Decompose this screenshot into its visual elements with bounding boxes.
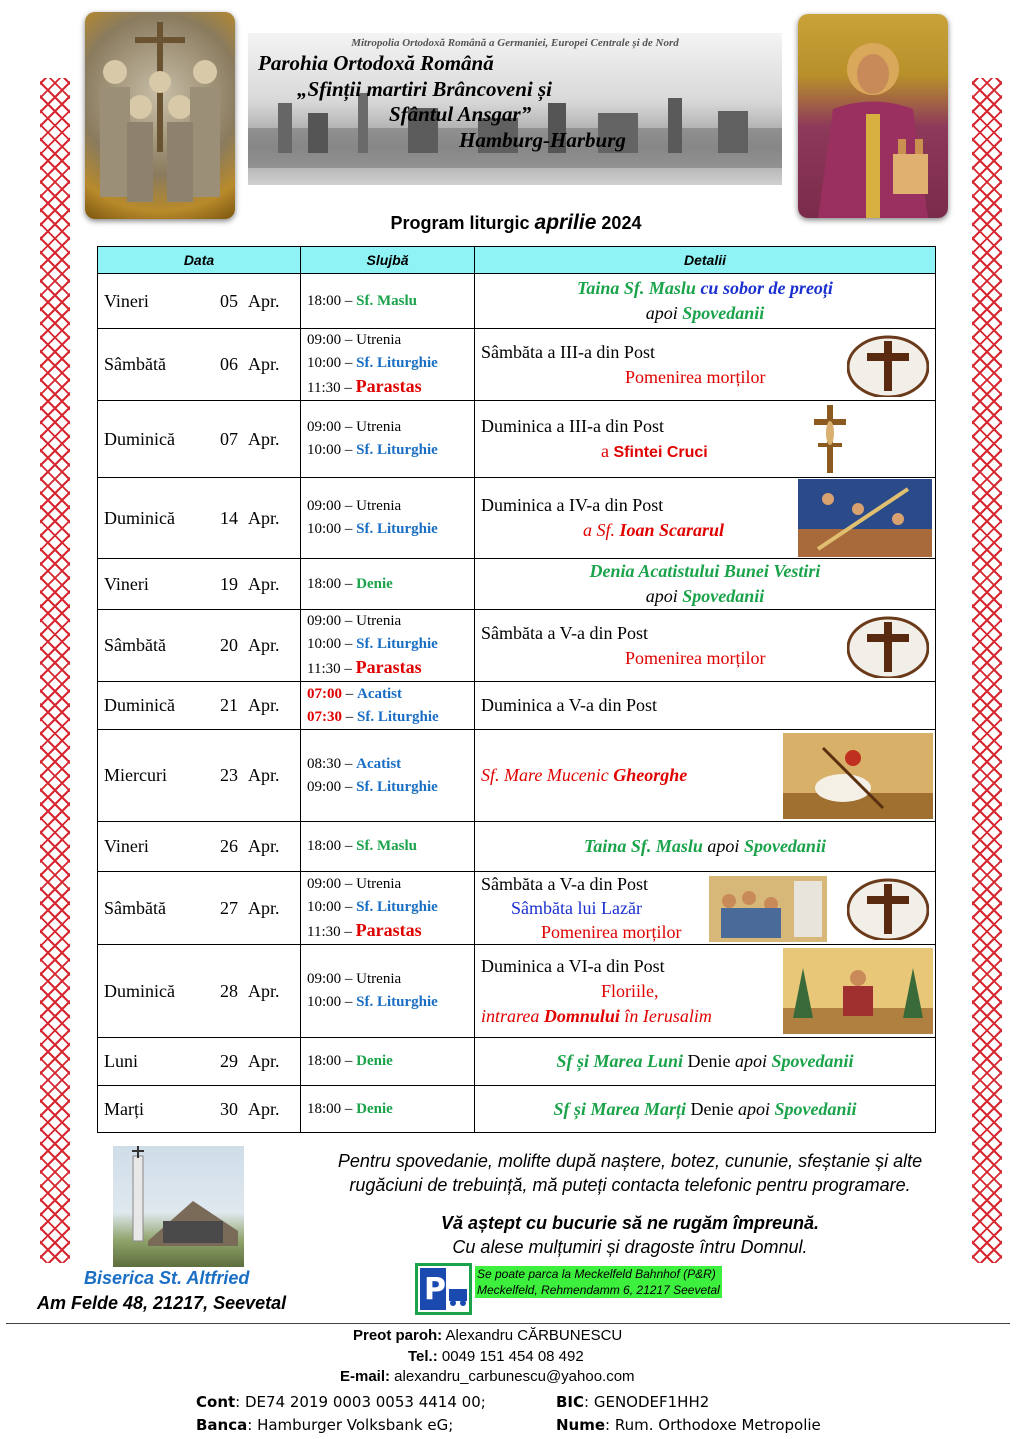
details-cell — [475, 274, 936, 329]
service-name: Parastas — [355, 919, 422, 940]
detail-text: cu sobor de preoți — [700, 278, 833, 298]
bank-name: : Hamburger Volksbank eG; — [247, 1416, 454, 1434]
service-name: Denie — [356, 1100, 393, 1117]
phone-number: 0049 151 454 08 492 — [437, 1348, 584, 1365]
church-name: Biserica St. Altfried — [84, 1268, 250, 1288]
palm-sunday-icon-image — [783, 948, 933, 1034]
detail-text: Sfintei Cruci — [613, 443, 708, 461]
service-name: Sf. Liturghie — [356, 442, 438, 458]
detail-text: apoi — [737, 1098, 770, 1119]
service-name: Utrenia — [356, 875, 402, 892]
month-abbr: Apr. — [248, 695, 280, 715]
ladder-icon-image — [798, 479, 932, 557]
service-cell: 09:00 – Utrenia 10:00 – Sf. Liturghie 11:30 – Parastas — [301, 872, 475, 945]
detail-text: Domnului — [543, 1005, 620, 1026]
coliva-cake-image — [847, 333, 929, 397]
details-cell — [475, 1038, 936, 1086]
detail-text: Spovedanii — [743, 836, 826, 856]
detail-text: Sâmbăta a III-a din Post — [481, 341, 655, 362]
day-number: 07 — [220, 428, 238, 449]
account-label: Cont — [196, 1393, 236, 1411]
service-name: Sf. Liturghie — [356, 778, 438, 795]
service-time: 10:00 — [307, 994, 342, 1010]
schedule-table — [97, 246, 936, 1133]
day-name: Duminică — [104, 507, 175, 528]
brancoveni-icon-image — [85, 12, 235, 219]
month-abbr: Apr. — [248, 1051, 280, 1071]
service-time: 18:00 — [307, 838, 342, 854]
date-cell — [98, 329, 301, 401]
service-name: Sf. Liturghie — [356, 898, 438, 915]
priest-label: Preot paroh: — [353, 1327, 443, 1344]
table-row — [98, 1038, 936, 1086]
month-abbr: Apr. — [248, 836, 280, 856]
detail-text: Sâmbăta lui Lazăr — [511, 898, 642, 918]
day-name: Sâmbătă — [104, 897, 166, 918]
service-cell: 09:00 – Utrenia 10:00 – Sf. Liturghie — [301, 945, 475, 1038]
date-cell — [98, 730, 301, 822]
detail-text: Ioan Scararul — [619, 520, 725, 540]
detail-text: a Sf. — [583, 520, 616, 540]
service-time: 09:00 — [307, 971, 342, 987]
service-name: Utrenia — [356, 419, 402, 435]
day-name: Sâmbătă — [104, 635, 166, 655]
day-number: 14 — [220, 507, 238, 528]
parking-note — [475, 1266, 722, 1298]
details-cell — [475, 822, 936, 872]
detail-text: Duminica a III-a din Post — [481, 415, 664, 436]
phone-label: Tel.: — [408, 1348, 438, 1365]
email-label: E-mail: — [340, 1368, 391, 1385]
table-row — [98, 401, 936, 478]
day-name: Duminică — [104, 980, 175, 1001]
program-title — [0, 211, 1016, 235]
service-name: Sf. Liturghie — [357, 708, 439, 725]
table-row — [98, 682, 936, 730]
date-cell — [98, 945, 301, 1038]
month-abbr: Apr. — [248, 635, 280, 655]
contact-message-line1: Pentru spovedanie, molifte după naștere, botez, cununie, sfeștanie și alte — [337, 1151, 923, 1171]
account-number: : DE74 2019 0003 0053 4414 00; — [235, 1393, 486, 1411]
coliva-cake-image — [847, 614, 929, 678]
month-abbr: Apr. — [248, 354, 280, 374]
table-row — [98, 329, 936, 401]
details-cell — [475, 478, 936, 559]
service-name: Parastas — [355, 376, 422, 396]
bank-label: Banca — [196, 1416, 248, 1434]
program-title-year: 2024 — [596, 213, 642, 233]
column-header-slujba: Slujbă — [301, 247, 475, 274]
service-name: Sf. Liturghie — [356, 994, 438, 1010]
table-row — [98, 730, 936, 822]
month-abbr: Apr. — [248, 1098, 280, 1119]
wait-message: Vă aștept cu bucurie să ne rugăm împreună. — [440, 1213, 820, 1233]
service-name: Sf. Liturghie — [356, 636, 438, 652]
service-time: 10:00 — [307, 442, 342, 458]
footer-email — [340, 1368, 635, 1385]
detail-text: a — [601, 440, 609, 461]
table-header-row — [98, 247, 936, 274]
day-number: 21 — [220, 695, 238, 715]
account-holder-name: : Rum. Orthodoxe Metropolie — [605, 1416, 821, 1434]
service-name: Utrenia — [356, 971, 402, 987]
table-row — [98, 945, 936, 1038]
date-cell — [98, 1086, 301, 1133]
email-address: alexandru_carbunescu@yahoo.com — [390, 1368, 635, 1385]
saint-ansgar-icon-image — [798, 14, 948, 218]
service-name: Parastas — [355, 657, 422, 677]
service-time: 18:00 — [307, 1100, 342, 1117]
detail-text: Denia Acatistului Bunei Vestiri — [589, 561, 821, 581]
parish-title-line3: Sfântul Ansgar” — [389, 102, 532, 126]
details-cell — [475, 730, 936, 822]
month-abbr: Apr. — [248, 980, 280, 1001]
bic-code: : GENODEF1HH2 — [584, 1393, 710, 1411]
details-cell — [475, 401, 936, 478]
service-name: Utrenia — [356, 498, 402, 514]
program-title-month: aprilie — [534, 211, 597, 234]
svg-text:P: P — [424, 1272, 446, 1307]
footer-account — [196, 1393, 486, 1411]
parish-title-line1: Parohia Ortodoxă Română — [258, 51, 494, 75]
service-time: 09:00 — [307, 613, 342, 629]
day-name: Luni — [104, 1051, 138, 1071]
service-time: 10:00 — [307, 898, 342, 915]
table-row — [98, 559, 936, 610]
service-name: Denie — [356, 575, 393, 592]
service-name: Utrenia — [356, 613, 402, 629]
service-cell: 18:00 – Denie — [301, 1086, 475, 1133]
detail-text: Duminica a V-a din Post — [481, 695, 657, 715]
day-number: 28 — [220, 980, 238, 1001]
day-name: Duminică — [104, 428, 175, 449]
table-row — [98, 872, 936, 945]
date-cell — [98, 610, 301, 682]
service-name: Acatist — [356, 755, 402, 772]
day-name: Vineri — [104, 290, 149, 311]
details-cell — [475, 1086, 936, 1133]
month-abbr: Apr. — [248, 428, 280, 449]
service-time: 07:30 — [307, 708, 342, 725]
table-row — [98, 478, 936, 559]
service-cell: 09:00 – Utrenia 10:00 – Sf. Liturghie — [301, 478, 475, 559]
service-name: Utrenia — [356, 332, 402, 348]
table-row — [98, 610, 936, 682]
detail-text: Sf. Mare Mucenic — [481, 765, 609, 785]
day-number: 20 — [220, 635, 238, 655]
service-time: 09:00 — [307, 332, 342, 348]
footer-bic — [556, 1393, 709, 1411]
day-number: 30 — [220, 1098, 238, 1119]
bic-label: BIC — [556, 1393, 585, 1411]
service-time: 08:30 — [307, 755, 342, 772]
service-cell: 08:30 – Acatist 09:00 – Sf. Liturghie — [301, 730, 475, 822]
service-cell: 18:00 – Sf. Maslu — [301, 822, 475, 872]
service-cell: 18:00 – Denie — [301, 1038, 475, 1086]
church-photo — [113, 1146, 244, 1267]
date-cell — [98, 274, 301, 329]
parking-icon — [415, 1263, 472, 1315]
parish-title-line2: „Sfinții martiri Brâncoveni și — [297, 77, 552, 101]
service-cell: 18:00 – Sf. Maslu — [301, 274, 475, 329]
parking-note-line1: Se poate parca la Meckelfeld Bahnhof (P&R) — [477, 1267, 716, 1281]
service-time: 11:30 — [307, 380, 341, 396]
program-title-prefix: Program liturgic — [390, 213, 535, 233]
day-number: 26 — [220, 836, 238, 856]
detail-text: Floriile, — [601, 980, 659, 1001]
service-time: 09:00 — [307, 419, 342, 435]
footer-priest — [353, 1327, 622, 1344]
date-cell — [98, 872, 301, 945]
service-time: 10:00 — [307, 521, 342, 537]
raising-of-lazarus-image — [709, 876, 827, 942]
day-number: 05 — [220, 290, 238, 311]
detail-text: Sf și Marea Marți — [553, 1098, 686, 1119]
service-time: 18:00 — [307, 1053, 342, 1069]
details-cell — [475, 682, 936, 730]
service-name: Acatist — [357, 685, 402, 702]
service-time: 07:00 — [307, 685, 342, 702]
church-address: Am Felde 48, 21217, Seevetal — [37, 1293, 287, 1313]
detail-text: Spovedanii — [771, 1051, 854, 1071]
detail-text: apoi — [734, 1051, 767, 1071]
detail-text: în Ierusalim — [624, 1005, 712, 1026]
day-name: Vineri — [104, 836, 149, 856]
month-abbr: Apr. — [248, 507, 280, 528]
detail-text: apoi — [645, 303, 678, 323]
detail-text: intrarea — [481, 1005, 540, 1026]
coliva-cake-image — [847, 876, 929, 940]
footer-bank — [196, 1416, 453, 1434]
details-cell — [475, 945, 936, 1038]
service-cell: 09:00 – Utrenia 10:00 – Sf. Liturghie — [301, 401, 475, 478]
service-time: 10:00 — [307, 636, 342, 652]
date-cell — [98, 559, 301, 610]
detail-text: Duminica a VI-a din Post — [481, 955, 665, 976]
detail-text: Pomenirea morților — [625, 647, 766, 668]
footer-phone — [408, 1348, 584, 1365]
service-name: Sf. Liturghie — [356, 355, 438, 371]
details-cell — [475, 610, 936, 682]
details-cell — [475, 872, 936, 945]
service-name: Sf. Maslu — [356, 838, 418, 854]
day-name: Miercuri — [104, 765, 167, 785]
service-name: Sf. Maslu — [356, 292, 418, 309]
service-cell: 07:00 – Acatist 07:30 – Sf. Liturghie — [301, 682, 475, 730]
day-name: Sâmbătă — [104, 354, 166, 374]
date-cell — [98, 682, 301, 730]
detail-text: Pomenirea morților — [625, 366, 766, 387]
decorative-border-left — [40, 78, 70, 1263]
table-row — [98, 274, 936, 329]
contact-message-line2: rugăciuni de trebuință, mă puteți contacta telefonic pentru programare. — [349, 1175, 911, 1195]
service-time: 09:00 — [307, 875, 342, 892]
table-row — [98, 822, 936, 872]
service-time: 11:30 — [307, 923, 341, 940]
service-cell: 18:00 – Denie — [301, 559, 475, 610]
service-time: 10:00 — [307, 355, 342, 371]
details-cell — [475, 559, 936, 610]
detail-text: Gheorghe — [613, 765, 688, 785]
month-abbr: Apr. — [248, 573, 280, 594]
detail-text: apoi — [645, 586, 678, 606]
service-name: Sf. Liturghie — [356, 521, 438, 537]
account-name-label: Nume — [556, 1416, 606, 1434]
parking-note-line2: Meckelfeld, Rehmendamm 6, 21217 Seevetal — [477, 1283, 720, 1297]
service-cell: 09:00 – Utrenia 10:00 – Sf. Liturghie 11:30 – Parastas — [301, 610, 475, 682]
day-name: Vineri — [104, 573, 149, 594]
month-abbr: Apr. — [248, 765, 280, 785]
metropolia-title: Mitropolia Ortodoxă Română a Germaniei, Europei Centrale și de Nord — [351, 37, 679, 49]
priest-name: Alexandru CĂRBUNESCU — [442, 1327, 623, 1344]
detail-text: Spovedanii — [682, 586, 765, 606]
detail-text: Spovedanii — [774, 1098, 857, 1119]
service-time: 11:30 — [307, 661, 341, 677]
detail-text: Denie — [690, 1098, 734, 1119]
service-time: 09:00 — [307, 778, 342, 795]
detail-text: Spovedanii — [682, 303, 765, 323]
detail-text: Sâmbăta a V-a din Post — [481, 622, 648, 643]
date-cell — [98, 401, 301, 478]
detail-text: Sâmbăta a V-a din Post — [481, 874, 648, 894]
decorative-border-right — [972, 78, 1002, 1263]
day-number: 23 — [220, 765, 238, 785]
footer-account-name — [556, 1416, 821, 1434]
month-abbr: Apr. — [248, 290, 280, 311]
service-cell: 09:00 – Utrenia 10:00 – Sf. Liturghie 11:30 – Parastas — [301, 329, 475, 401]
footer-separator — [6, 1323, 1010, 1324]
detail-text: Taina Sf. Maslu — [577, 278, 696, 298]
details-cell — [475, 329, 936, 401]
service-name: Denie — [356, 1053, 393, 1069]
detail-text: Denie — [687, 1051, 731, 1071]
detail-text: Duminica a IV-a din Post — [481, 495, 664, 515]
detail-text: Taina Sf. Maslu — [584, 836, 703, 856]
saint-george-icon-image — [783, 733, 933, 819]
date-cell — [98, 478, 301, 559]
day-number: 27 — [220, 897, 238, 918]
table-row — [98, 1086, 936, 1133]
service-time: 09:00 — [307, 498, 342, 514]
parish-title-line4: Hamburg-Harburg — [459, 128, 626, 152]
date-cell — [98, 822, 301, 872]
detail-text: apoi — [707, 836, 740, 856]
detail-text: Pomenirea morților — [541, 922, 682, 942]
day-name: Marți — [104, 1098, 144, 1119]
day-name: Duminică — [104, 695, 175, 715]
day-number: 19 — [220, 573, 238, 594]
day-number: 29 — [220, 1051, 238, 1071]
column-header-detalii: Detalii — [475, 247, 936, 274]
detail-text: Sf și Marea Luni — [556, 1051, 683, 1071]
day-number: 06 — [220, 354, 238, 374]
date-cell — [98, 1038, 301, 1086]
thanks-message: Cu alese mulțumiri și dragoste întru Domnul. — [452, 1237, 808, 1257]
crucifix-image — [810, 403, 850, 475]
column-header-data: Data — [98, 247, 301, 274]
month-abbr: Apr. — [248, 897, 280, 918]
service-time: 18:00 — [307, 575, 342, 592]
service-time: 18:00 — [307, 292, 342, 309]
